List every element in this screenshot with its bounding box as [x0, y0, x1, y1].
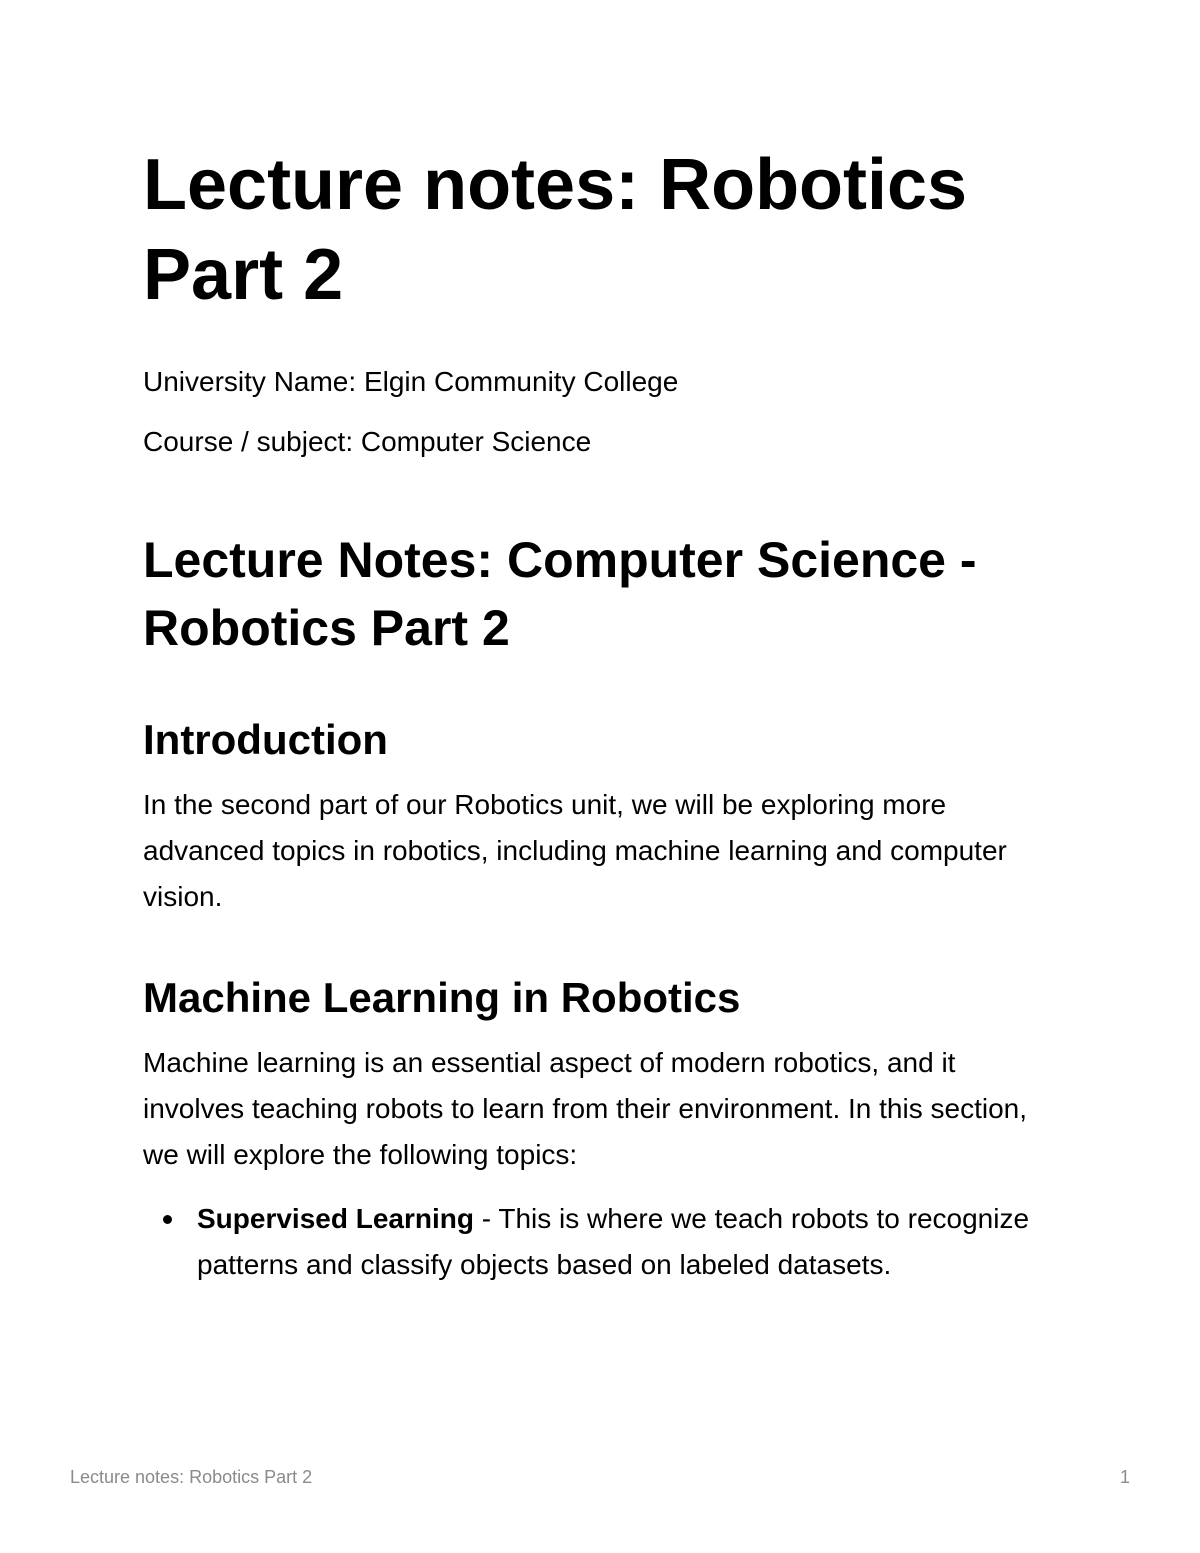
- main-heading: Lecture Notes: Computer Science - Robotics Part 2: [143, 532, 977, 656]
- list-item: [143, 1196, 1063, 1288]
- machine-learning-paragraph: Machine learning is an essential aspect of modern robotics, and it involves teaching robots to learn from their environment. In this section, we will explore the following topics:: [143, 1047, 1027, 1170]
- bullet-text: - This is where we teach robots to recognize patterns and classify objects based on labeled datasets.: [197, 1203, 1030, 1280]
- course-subject: Course / subject: Computer Science: [143, 426, 592, 457]
- bullet-icon: [163, 1215, 172, 1224]
- document-title: Lecture notes: Robotics Part 2: [143, 145, 968, 315]
- section-heading-introduction: Introduction: [143, 716, 388, 763]
- university-name: University Name: Elgin Community College: [143, 366, 679, 397]
- page-content: [143, 140, 1063, 1288]
- bullet-term: Supervised Learning: [197, 1203, 474, 1234]
- page-number: 1: [1119, 1467, 1130, 1487]
- footer-title: Lecture notes: Robotics Part 2: [70, 1467, 313, 1487]
- section-heading-machine-learning: Machine Learning in Robotics: [143, 974, 741, 1021]
- introduction-paragraph: In the second part of our Robotics unit, we will be exploring more advanced topics in robotics, including machine learning and computer vision.: [143, 789, 1007, 912]
- topics-list: [143, 1196, 1063, 1288]
